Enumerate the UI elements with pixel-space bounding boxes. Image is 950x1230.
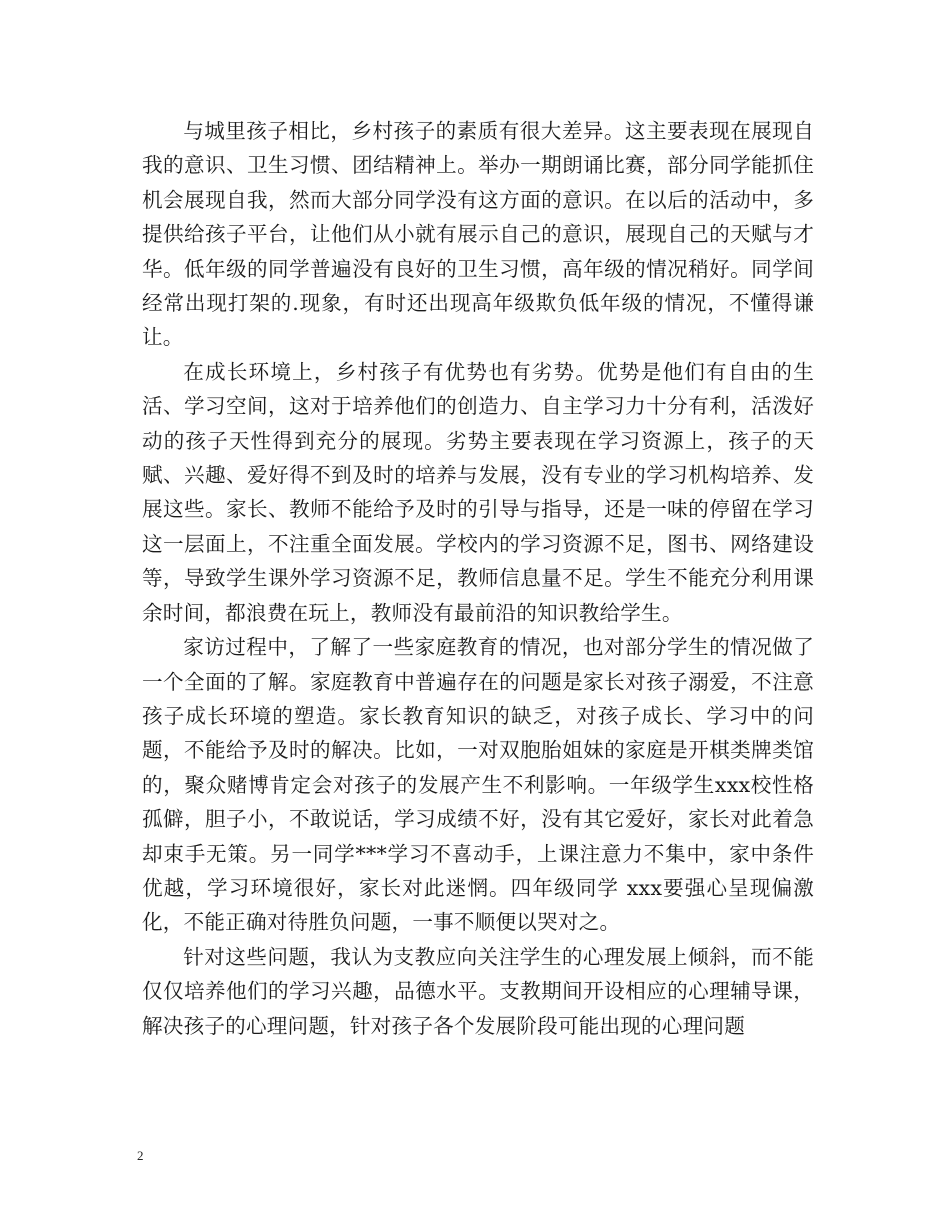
page-number: 2 <box>137 1148 144 1163</box>
body-text <box>142 114 814 1043</box>
paragraph-3: 家访过程中，了解了一些家庭教育的情况，也对部分学生的情况做了一个全面的了解。家庭教育中普遍存在的问题是家长对孩子溺爱，不注意孩子成长环境的塑造。家长教育知识的缺乏，对孩子成长、学习中的问题，不能给予及时的解决。比如，一对双胞胎姐妹的家庭是开棋类牌类馆的，聚众赌博肯定会对孩子的发展产生不利影响。一年级学生xxx校性格孤僻，胆子小，不敢说话，学习成绩不好，没有其它爱好，家长对此着急却束手无策。另一同学***学习不喜动手，上课注意力不集中，家中条件优越，学习环境很好，家长对此迷惘。四年级同学 xxx要强心呈现偏激化，不能正确对待胜负问题，一事不顺便以哭对之。 <box>142 635 814 935</box>
paragraph-1: 与城里孩子相比，乡村孩子的素质有很大差异。这主要表现在展现自我的意识、卫生习惯、团结精神上。举办一期朗诵比赛，部分同学能抓住机会展现自我，然而大部分同学没有这方面的意识。在以后的活动中，多提供给孩子平台，让他们从小就有展示自己的意识，展现自己的天赋与才华。低年级的同学普遍没有良好的卫生习惯，高年级的情况稍好。同学间经常出现打架的.现象，有时还出现高年级欺负低年级的情况，不懂得谦让。 <box>142 119 814 350</box>
paragraph-4: 针对这些问题，我认为支教应向关注学生的心理发展上倾斜，而不能仅仅培养他们的学习兴趣，品德水平。支教期间开设相应的心理辅导课，解决孩子的心理问题，针对孩子各个发展阶段可能出现的心理问题 <box>142 944 814 1038</box>
paragraph-2: 在成长环境上，乡村孩子有优势也有劣势。优势是他们有自由的生活、学习空间，这对于培养他们的创造力、自主学习力十分有利，活泼好动的孩子天性得到充分的展现。劣势主要表现在学习资源上，孩子的天赋、兴趣、爱好得不到及时的培养与发展，没有专业的学习机构培养、发展这些。家长、教师不能给予及时的引导与指导，还是一味的停留在学习这一层面上，不注重全面发展。学校内的学习资源不足，图书、网络建设等，导致学生课外学习资源不足，教师信息量不足。学生不能充分利用课余时间，都浪费在玩上，教师没有最前沿的知识教给学生。 <box>142 359 814 625</box>
